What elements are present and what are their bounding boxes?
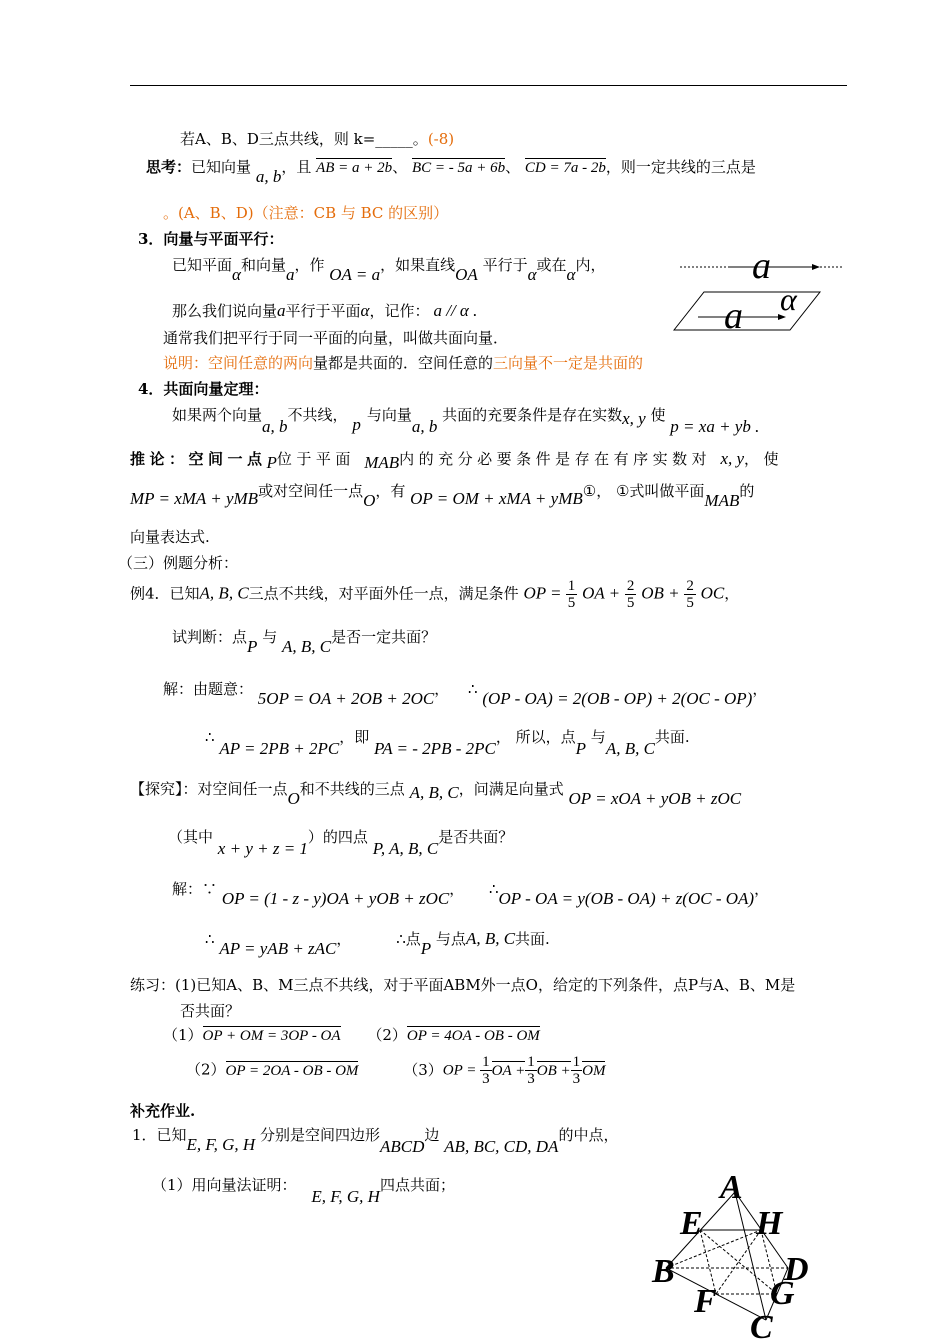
practice-items-row-2: （2）OP = 2OA - OB - OM （3）OP = $\frac{1}{3}$ OA + $\frac{1}{3}$ OB + $\frac{1}{3}$ OM: [186, 1054, 606, 1087]
practice-line: 练习：(1)已知A、B、M三点不共线，对于平面ABM外一点O，给定的下列条件，点P与A、B、M是: [130, 976, 796, 994]
theorem-line: 如果两个向量a, b不共线， p 与向量a, b 共面的充要条件是存在实数x, y 使 p = xa + yb .: [172, 406, 760, 436]
plane-alpha-label: α: [780, 281, 797, 317]
fraction-1-3-a: $\frac{1}{3}$: [482, 1054, 490, 1087]
vertex-D-label: D: [784, 1251, 809, 1288]
think-line: 思考：已知向量 a, b，且 AB = a + 2b、 BC = - 5a + 6b、 CD = 7a - 2b，则一定共线的三点是: [146, 158, 756, 186]
point-G-label: G: [770, 1275, 795, 1312]
corollary-line: 推论：空间一点P位于平面 MAB内的充分必要条件是存在有序实数对 x, y，使: [130, 449, 784, 472]
header-rule: [130, 85, 847, 86]
fraction-2-5-b: $\frac{2}{5}$: [686, 578, 694, 611]
text-line-1: 若A、B、D三点共线，则 k=_____。(-8): [180, 130, 455, 148]
point-E-label: E: [680, 1205, 703, 1242]
homework-heading: 补充作业.: [130, 1102, 196, 1120]
fraction-1-3-c: $\frac{1}{3}$: [572, 1054, 581, 1087]
vector-a-upper-label: a: [752, 245, 771, 287]
vector-plane-figure: [670, 240, 850, 340]
heading-4: 4．共面向量定理：: [138, 380, 269, 398]
practice-question: 否共面？: [180, 1002, 241, 1020]
note-line: 说明：空间任意的两向量都是共面的．空间任意的三向量不一定是共面的: [163, 354, 644, 372]
plane-parallelogram: [674, 292, 820, 330]
heading-3: 3．向量与平面平行：: [138, 230, 284, 248]
exploration-condition-line: （其中 x + y + z = 1）的四点 P, A, B, C是否共面？: [168, 828, 514, 858]
fraction-1-5: $\frac{1}{5}$: [567, 578, 576, 611]
exploration-line: 【探究】：对空间任一点O和不共线的三点 A, B, C，问满足向量式 OP = xOA + yOB + zOC: [130, 780, 742, 808]
solution-3-line: 解：∵ OP = (1 - z - y)OA + yOB + zOC， ∴OP - OA = y(OB - OA) + z(OC - OA)，: [172, 880, 770, 908]
vertex-A-label: A: [720, 1169, 743, 1206]
solution-1-line: 解：由题意： 5OP = OA + 2OB + 2OC， ∴ (OP - OA) = 2(OB - OP) + 2(OC - OP)，: [163, 680, 768, 708]
parallel-notation-line: 那么我们说向量a平行于平面α，记作： a // α .: [172, 301, 478, 320]
point-H-label: H: [756, 1205, 783, 1242]
vector-expression-text: 向量表达式.: [130, 528, 210, 546]
example-4-line: 例4．已知A, B, C三点不共线，对平面外任一点，满足条件 OP = $\frac{1}{5}$ OA + $\frac{2}{5}$ OB + $\frac{2}{5}$ OC，: [130, 578, 740, 611]
solution-2-line: ∴ AP = 2PB + 2PC，即 PA = - 2PB - 2PC， 所以，点P 与A, B, C共面.: [205, 728, 690, 758]
plane-definition-line: 已知平面α和向量a，作 OA = a，如果直线OA 平行于α或在α内，: [172, 256, 606, 284]
corollary-formula-line: MP = xMA + yMB或对空间任一点O，有 OP = OM + xMA + yMB①， ①式叫做平面MAB的: [130, 482, 755, 510]
vector-a-upper-arrowhead: [812, 264, 820, 270]
vertex-B-label: B: [652, 1253, 675, 1290]
point-F-label: F: [694, 1283, 717, 1320]
practice-items-row-1: （1）OP + OM = 3OP - OA （2）OP = 4OA - OB - OM: [163, 1026, 540, 1044]
fraction-2-5-a: $\frac{2}{5}$: [626, 578, 635, 611]
vertex-C-label: C: [750, 1309, 773, 1344]
example-4-question: 试判断：点P 与 A, B, C是否一定共面？: [172, 628, 437, 656]
vector-a-lower-label: a: [724, 295, 743, 337]
homework-1-part-1: （1）用向量法证明： E, F, G, H四点共面；: [152, 1176, 455, 1206]
fraction-1-3-b: $\frac{1}{3}$: [527, 1054, 535, 1087]
tetrahedron-figure: [640, 1164, 830, 1344]
answer-line: 。(A、B、D)（注意：CB 与 BC 的区别）: [163, 204, 449, 222]
section-examples: （三）例题分析：: [118, 554, 239, 572]
homework-1-line: 1．已知E, F, G, H 分别是空间四边形ABCD边 AB, BC, CD, DA的中点，: [132, 1126, 619, 1156]
coplanar-definition: 通常我们把平行于同一平面的向量，叫做共面向量．: [163, 329, 509, 347]
solution-4-line: ∴ AP = yAB + zAC， ∴点P 与点A, B, C共面.: [205, 929, 550, 958]
